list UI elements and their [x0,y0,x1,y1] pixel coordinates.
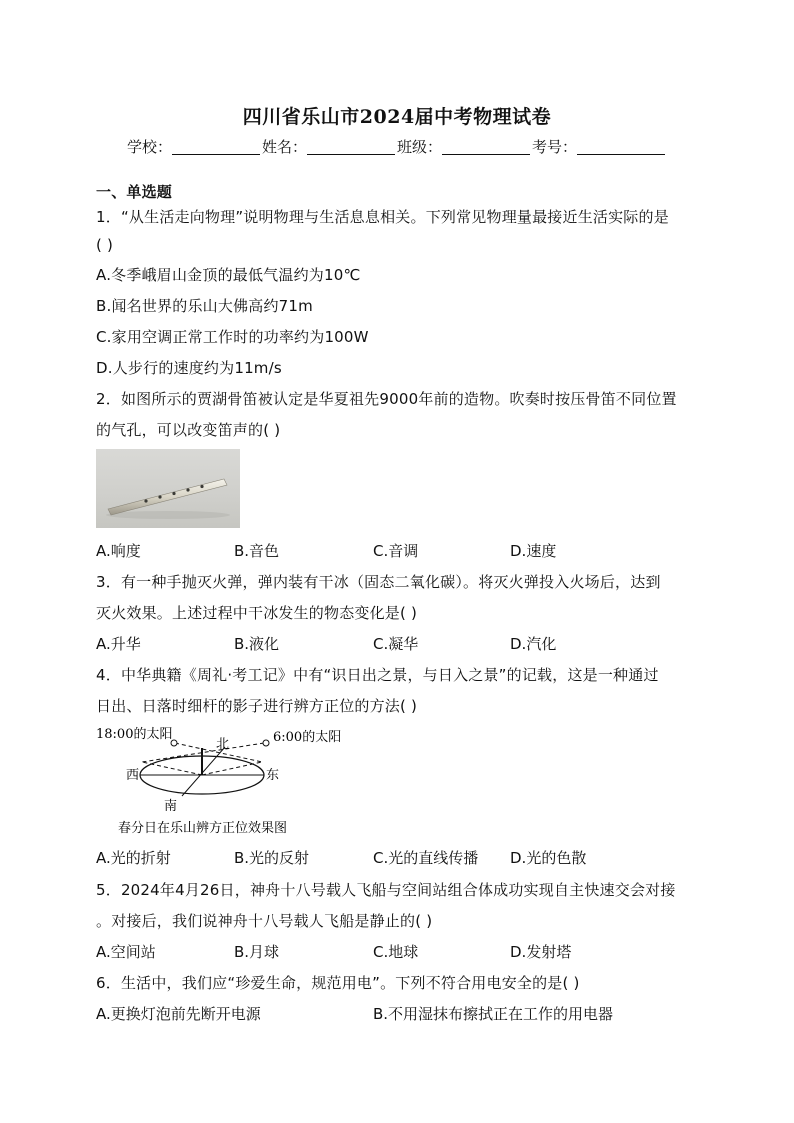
q4-stem-line2: 日出、日落时细杆的影子进行辨方正位的方法( ) [96,697,418,715]
class-blank[interactable] [442,140,530,155]
name-label: 姓名： [261,138,307,156]
q3-stem-line1: 3．有一种手抛灭火弹，弹内装有干冰（固态二氧化碳）。将灭火弹投入火场后，达到 [96,573,661,591]
school-blank[interactable] [172,140,260,155]
page-title: 四川省乐山市2024届中考物理试卷 [242,106,552,128]
q4-option-d: D.光的色散 [510,849,587,867]
q4-stem-line1: 4．中华典籍《周礼·考工记》中有“识日出之景，与日入之景”的记载，这是一种通过 [96,666,659,684]
sun-0600-icon [263,740,269,746]
q1-option-c: C.家用空调正常工作时的功率约为100W [96,328,369,346]
q4-option-a: A.光的折射 [96,849,171,867]
diagram-caption: 春分日在乐山辨方正位效果图 [118,821,288,836]
section-heading: 一、单选题 [96,183,173,201]
q5-option-d: D.发射塔 [510,943,572,961]
q3-stem-line2: 灭火效果。上述过程中干冰发生的物态变化是( ) [96,604,418,622]
q6-option-a: A.更换灯泡前先断开电源 [96,1005,261,1023]
q6-option-b: B.不用湿抹布擦拭正在工作的用电器 [373,1005,614,1023]
q2-option-a: A.响度 [96,542,141,560]
q5-stem-line1: 5．2024年4月26日，神舟十八号载人飞船与空间站组合体成功实现自主快速交会对接 [96,881,676,899]
sun-direction-diagram [96,726,346,838]
q1-option-b: B.闻名世界的乐山大佛高约71m [96,297,313,315]
east-label: 东 [266,768,280,783]
q1-stem-line1: 1．“从生活走向物理”说明物理与生活息息相关。下列常见物理量最接近生活实际的是 [96,208,669,226]
sun-1800-label: 18:00的太阳 [96,727,173,742]
west-label: 西 [126,768,140,783]
q1-option-d: D.人步行的速度约为11m/s [96,359,282,377]
q2-stem-line1: 2．如图所示的贾湖骨笛被认定是华夏祖先9000年前的造物。吹奏时按压骨笛不同位置 [96,390,677,408]
north-label: 北 [216,737,230,752]
q2-stem-line2: 的气孔，可以改变笛声的( ) [96,421,281,439]
shadow-line-1 [142,762,202,775]
q5-stem-line2: 。对接后，我们说神舟十八号载人飞船是静止的( ) [96,912,433,930]
q3-option-d: D.汽化 [510,635,557,653]
number-label: 考号： [532,138,578,156]
shadow-line-2 [202,762,262,775]
bone-flute-photo [96,449,240,528]
q5-option-a: A.空间站 [96,943,156,961]
q2-option-c: C.音调 [373,542,419,560]
student-info-row [0,136,794,157]
south-label: 南 [164,799,178,814]
q1-stem-line2: ( ) [96,236,114,254]
q6-stem-line1: 6．生活中，我们应“珍爱生命，规范用电”。下列不符合用电安全的是( ) [96,974,580,992]
name-blank[interactable] [307,140,395,155]
q1-option-a: A.冬季峨眉山金顶的最低气温约为10℃ [96,266,361,284]
q3-option-c: C.凝华 [373,635,419,653]
q5-option-c: C.地球 [373,943,419,961]
q4-option-c: C.光的直线传播 [373,849,479,867]
q4-option-b: B.光的反射 [234,849,310,867]
sun-0600-label: 6:00的太阳 [273,730,342,745]
q2-option-b: B.音色 [234,542,280,560]
class-label: 班级： [397,138,443,156]
school-label: 学校： [126,138,172,156]
q3-option-b: B.液化 [234,635,280,653]
q3-option-a: A.升华 [96,635,141,653]
number-blank[interactable] [577,140,665,155]
q2-option-d: D.速度 [510,542,557,560]
q5-option-b: B.月球 [234,943,280,961]
